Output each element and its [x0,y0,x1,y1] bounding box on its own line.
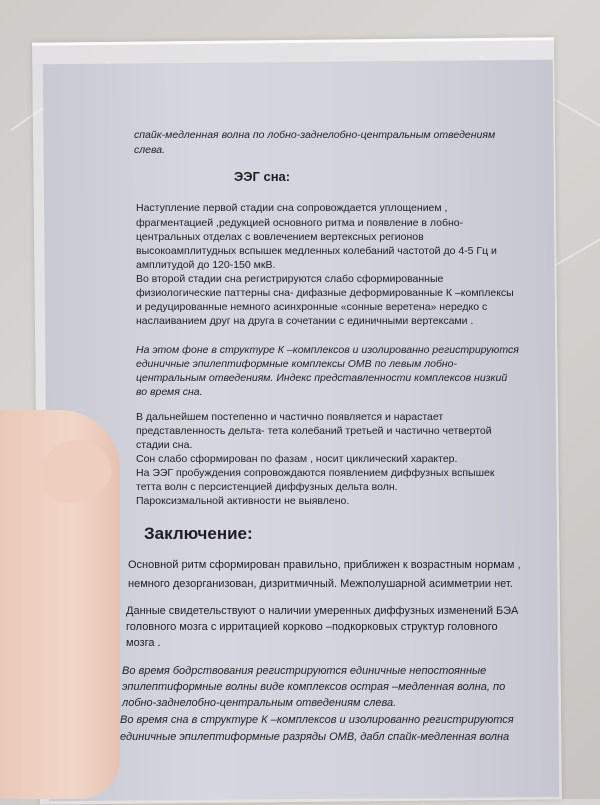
text-line: наслаиванием друг на друга в сочетании с единичными вертексами . [136,315,474,327]
text-line: центральных отделах с вовлечением вертексных регионов [136,231,424,243]
text-line: Наступление первой стадии сна сопровождается уплощением , [136,202,448,214]
conclusion-heading: Заключение: [144,524,253,543]
text-line: Во время бодрствования регистрируются единичные непостоянные [122,665,487,677]
text-line: единичные эпилептиформные комплексы ОМВ по левым лобно- [136,358,457,370]
text-line: представленность дельта- тета колебаний третьей и частично четвертой [136,425,492,437]
text-line: спайк-медленная волна по лобно-заднелобно-центральным отведениям [134,129,496,141]
text-line: единичные эпилептиформные разряды ОМВ, дабл спайк-медленная волна [120,731,510,743]
text-line: тетта волн с персистенцией диффузных дельта волн. [136,481,398,493]
text-line: лобно-заднелобно-центральным отведениям слева. [122,697,397,709]
text-line: На ЭЭГ пробуждения сопровождаются появлением диффузных вспышек [136,467,495,479]
text-line: и редуцированные немного асинхронные «сонные веретена» нередко с [136,301,488,313]
text-line: физиологические паттерны сна- дифазные деформированные К –комплексы [136,287,514,299]
text-line: Пароксизмальной активности не выявлено. [136,495,350,507]
text-line: На этом фоне в структуре К –комплексов и изолированно регистрируются [136,344,519,356]
text-line: Во время сна в структуре К –комплексов и изолированно регистрируются [120,714,514,726]
text-line: фрагментацией ,редукцией основного ритма и появление в лобно- [136,217,464,229]
text-line: высокоамплитудных вспышек медленных колебаний частотой до 4-5 Гц и [136,245,497,257]
text-line: Данные свидетельствуют о наличии умеренных диффузных изменений БЭА [126,605,519,617]
text-line: Основной ритм сформирован правильно, приближен к возрастным нормам , [128,559,521,571]
text-line: во время сна. [136,386,203,398]
text-line: головного мозга с ирритацией корково –подкорковых структур головного [126,621,498,633]
text-line: амплитудой до 120-150 мкВ. [136,259,276,271]
text-line: Сон слабо сформирован по фазам , носит циклический характер. [136,453,458,465]
text-line: В дальнейшем постепенно и частично появляется и нарастает [136,411,444,423]
text-line: немного дезорганизован, дизритмичный. Межполушарной асимметрии нет. [128,578,513,590]
text-line: слева. [134,144,166,156]
text-line: эпилептиформные волны виде комплексов острая –медленная волна, по [122,681,506,693]
text-line: мозга . [126,637,161,649]
text-line: Во второй стадии сна регистрируются слабо сформированные [136,273,444,285]
sleep-eeg-heading: ЭЭГ сна: [234,169,291,184]
text-line: центральным отведениям. Индекс представленности комплексов низкий [136,372,508,384]
text-line: стадии сна. [136,439,193,451]
